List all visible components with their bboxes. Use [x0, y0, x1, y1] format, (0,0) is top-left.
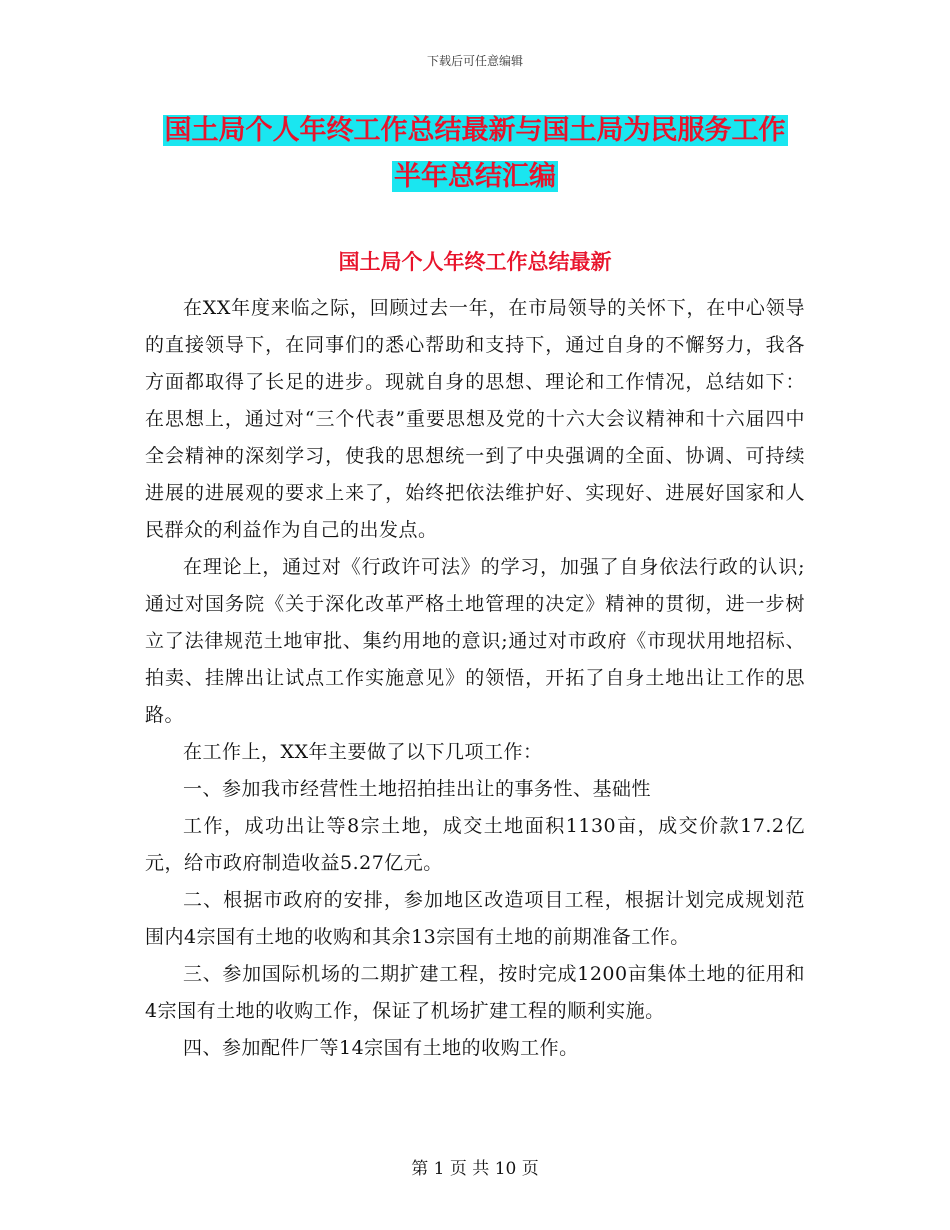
paragraph-theory: 在理论上，通过对《行政许可法》的学习，加强了自身依法行政的认识;通过对国务院《关于深化改革严格土地管理的决定》精神的贯彻，进一步树立了法律规范土地审批、集约用地的意识;通过对市政府《市现状用地招标、拍卖、挂牌出让试点工作实施意见》的领悟，开拓了自身土地出让工作的思路。: [145, 556, 805, 726]
paragraph-item-1: 一、参加我市经营性土地招拍挂出让的事务性、基础性: [183, 778, 652, 800]
paragraph-intro: 在XX年度来临之际，回顾过去一年，在市局领导的关怀下，在中心领导的直接领导下，在同事们的悉心帮助和支持下，通过自身的不懈努力，我各方面都取得了长足的进步。现就自身的思想、理论和工作情况，总结如下：在思想上，通过对“三个代表”重要思想及党的十六大会议精神和十六届四中全会精神的深刻学习，使我的思想统一到了中央强调的全面、协调、可持续进展的进展观的要求上来了，始终把依法维护好、实现好、进展好国家和人民群众的利益作为自己的出发点。: [145, 297, 805, 541]
paragraph-work-intro: 在工作上，XX年主要做了以下几项工作：: [183, 741, 543, 763]
page-indicator: 第 1 页 共 10 页: [411, 1159, 539, 1179]
document-body: [145, 290, 805, 1067]
document-title: [145, 108, 805, 200]
paragraph-item-1-cont: 工作，成功出让等8宗土地，成交土地面积1130亩，成交价款17.2亿元，给市政府制造收益5.27亿元。: [145, 815, 805, 874]
document-title-line1: 国土局个人年终工作总结最新与国土局为民服务工作: [164, 115, 786, 146]
section-title: 国土局个人年终工作总结最新: [338, 249, 612, 274]
paragraph-item-2: 二、根据市政府的安排，参加地区改造项目工程，根据计划完成规划范围内4宗国有土地的收购和其余13宗国有土地的前期准备工作。: [145, 889, 805, 948]
paragraph-item-3: 三、参加国际机场的二期扩建工程，按时完成1200亩集体土地的征用和4宗国有土地的收购工作，保证了机场扩建工程的顺利实施。: [145, 963, 805, 1022]
header-note: 下载后可任意编辑: [426, 54, 523, 68]
paragraph-item-4: 四、参加配件厂等14宗国有土地的收购工作。: [183, 1037, 579, 1059]
document-title-line2: 半年总结汇编: [394, 161, 556, 192]
